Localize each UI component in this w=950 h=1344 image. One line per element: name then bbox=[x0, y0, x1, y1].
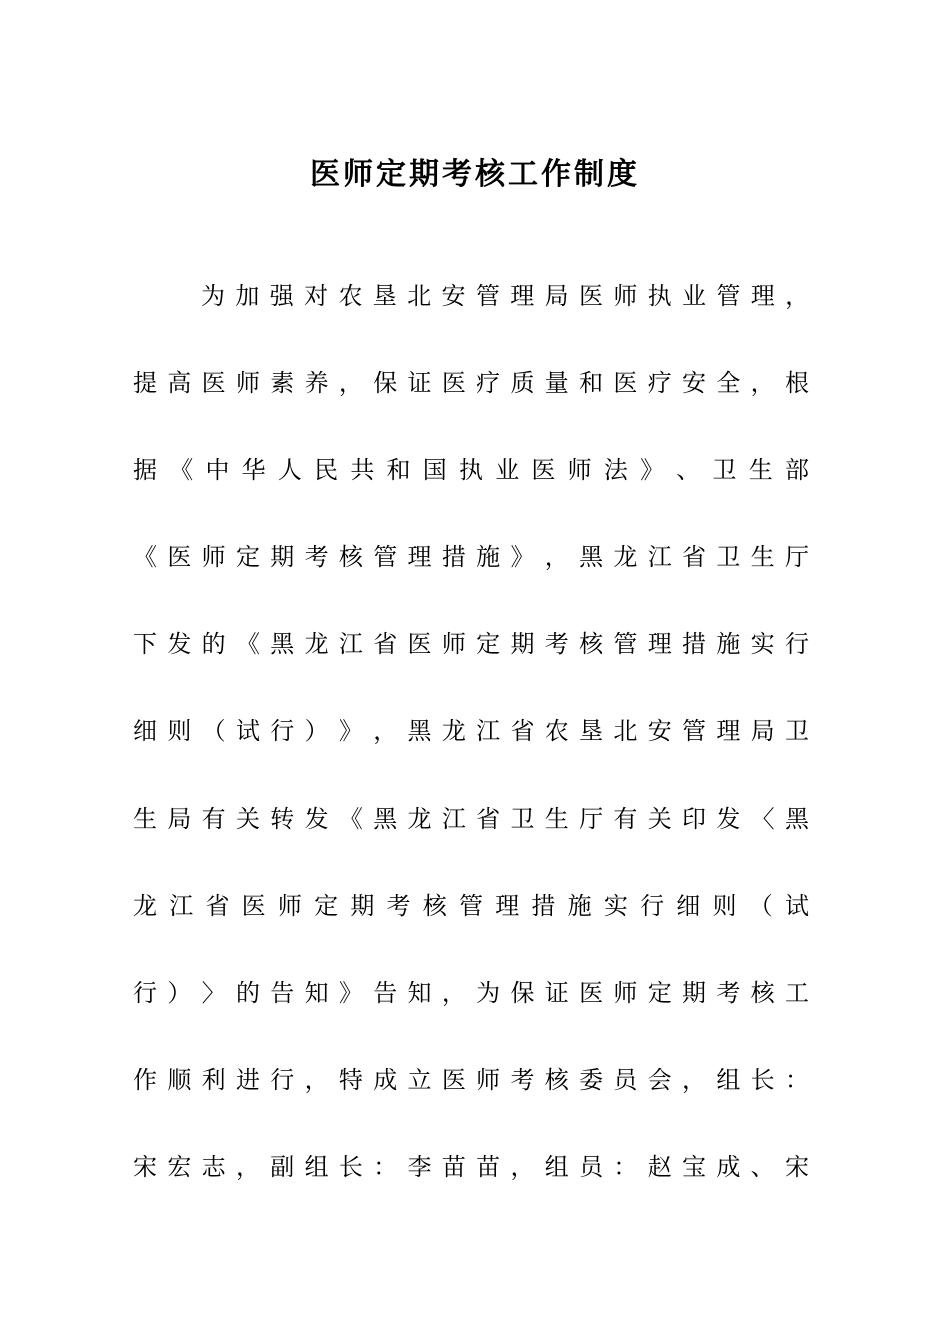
body-line: 细 则 （ 试 行 ） 》 ， 黑 龙 江 省 农 垦 北 安 管 理 局 卫 bbox=[133, 717, 809, 746]
body-line: 为 加 强 对 农 垦 北 安 管 理 局 医 师 执 业 管 理 ， bbox=[201, 282, 810, 310]
document-body bbox=[133, 253, 809, 1211]
document-title: 医师定期考核工作制度 bbox=[310, 157, 640, 192]
body-line: 宋 宏 志 ， 副 组 长 ： 李 苗 苗 ， 组 员 ： 赵 宝 成 、 宋 bbox=[133, 1152, 809, 1181]
body-line: 作 顺 利 进 行 ， 特 成 立 医 师 考 核 委 员 会 ， 组 长 ： bbox=[133, 1065, 809, 1094]
body-line: 行 ） 〉 的 告 知 》 告 知 ， 为 保 证 医 师 定 期 考 核 工 bbox=[133, 978, 809, 1007]
body-line: 下 发 的 《 黑 龙 江 省 医 师 定 期 考 核 管 理 措 施 实 行 bbox=[133, 630, 809, 659]
body-line: 龙 江 省 医 师 定 期 考 核 管 理 措 施 实 行 细 则 （ 试 bbox=[133, 891, 809, 920]
body-line: 提 高 医 师 素 养 ， 保 证 医 疗 质 量 和 医 疗 安 全 ， 根 bbox=[133, 369, 809, 398]
body-line: 据 《 中 华 人 民 共 和 国 执 业 医 师 法 》 、 卫 生 部 bbox=[133, 456, 809, 485]
body-line: 生 局 有 关 转 发 《 黑 龙 江 省 卫 生 厅 有 关 印 发 〈 黑 bbox=[133, 804, 809, 833]
body-line: 《 医 师 定 期 考 核 管 理 措 施 》 ， 黑 龙 江 省 卫 生 厅 bbox=[133, 543, 809, 572]
